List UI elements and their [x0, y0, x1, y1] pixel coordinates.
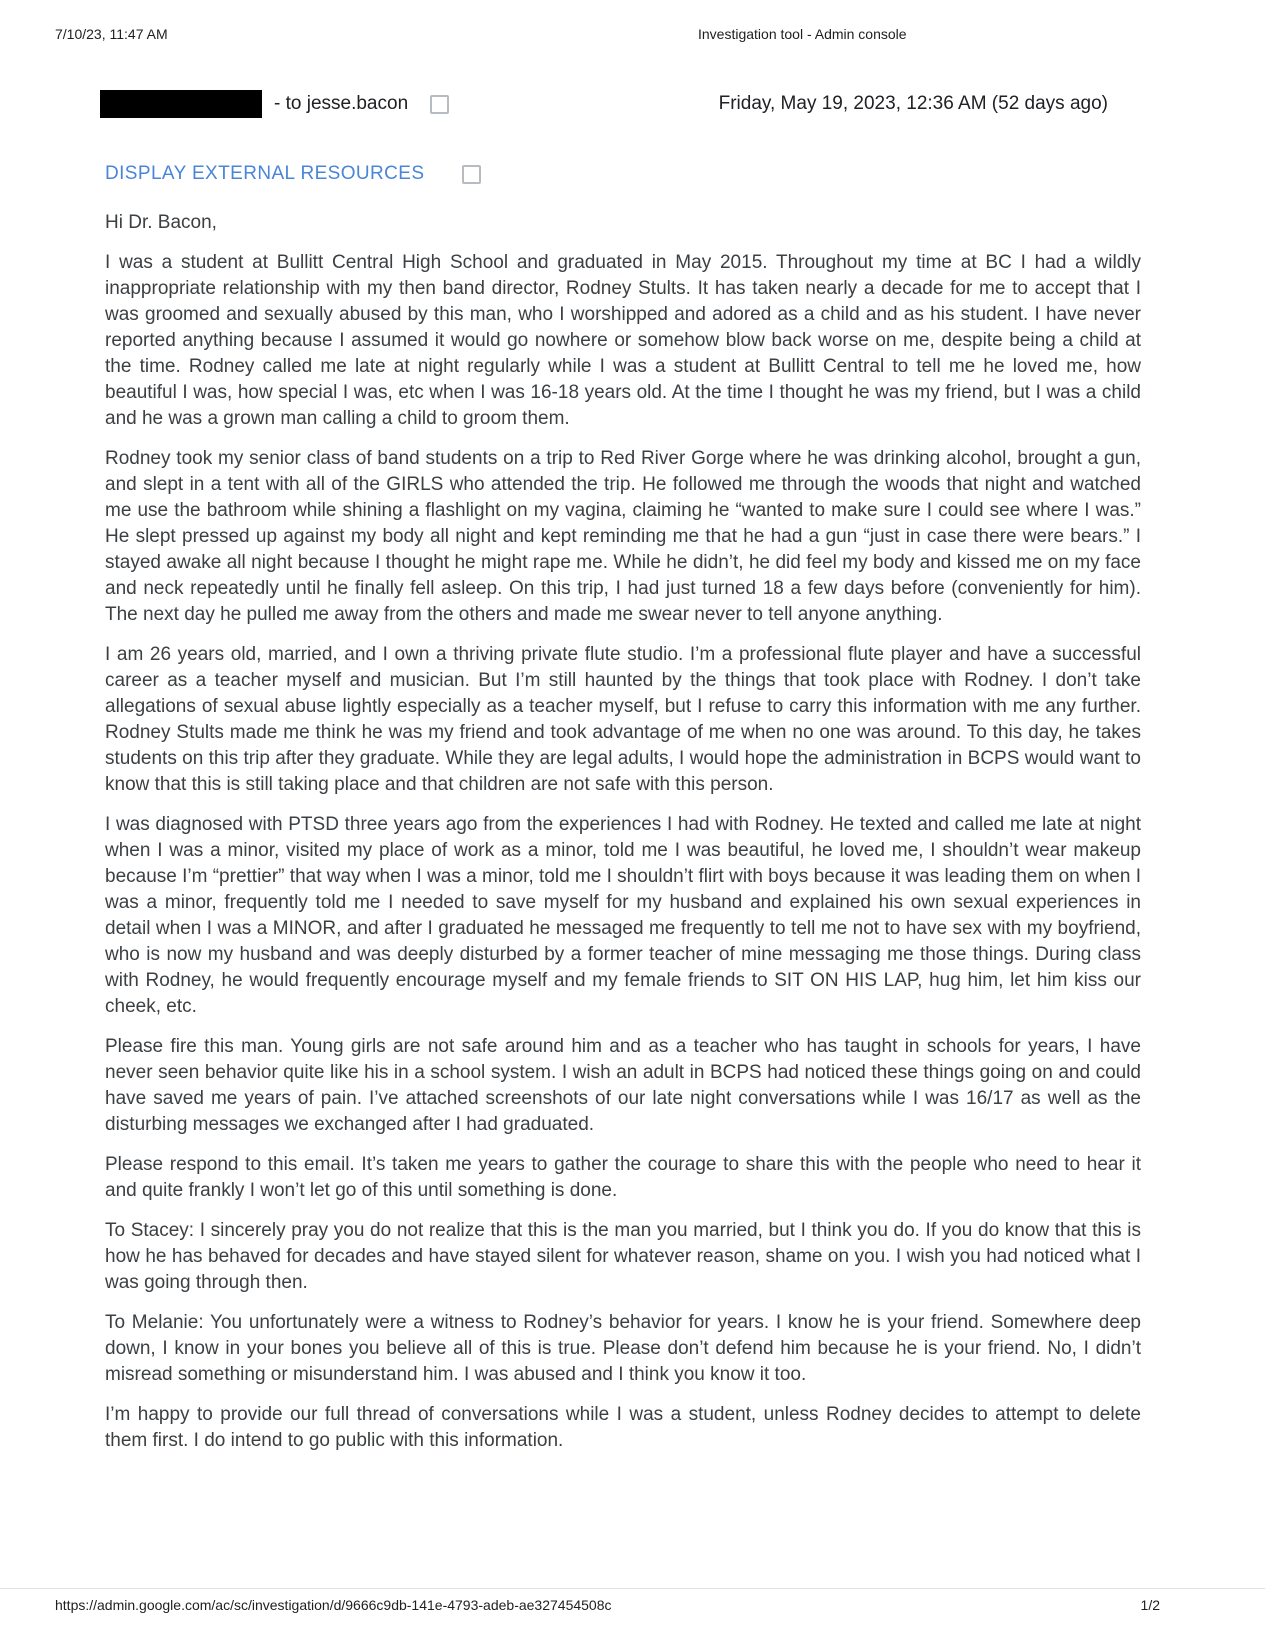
external-resources-checkbox[interactable]	[462, 165, 481, 184]
email-paragraph: I’m happy to provide our full thread of conversations while I was a student, unless Rodney decides to attempt to delete them first. I do intend to go public with this information.	[105, 1404, 1141, 1451]
email-paragraph: I was diagnosed with PTSD three years ago from the experiences I had with Rodney. He texted and called me late at night when I was a minor, visited my place of work as a minor, told me I was beautiful, he loved me, I shouldn’t wear makeup because I’m “prettier” that way when I was a minor, told me I shouldn’t flirt with boys because it was leading them on when I was a minor, frequently told me I needed to save myself for my husband and explained his own sexual experiences in detail when I was a MINOR, and after I graduated he messaged me frequently to tell me not to have sex with my boyfriend, who is now my husband and was deeply disturbed by a former teacher of mine messaging me those things. During class with Rodney, he would frequently encourage myself and my female friends to SIT ON HIS LAP, hug him, let him kiss our cheek, etc.	[105, 814, 1142, 1017]
email-select-checkbox[interactable]	[430, 95, 449, 114]
email-paragraph: To Melanie: You unfortunately were a witness to Rodney’s behavior for years. I know he is your friend. Somewhere deep down, I know in your bones you believe all of this is true. Please don’t defend him because he is your friend. No, I didn’t misread something or misunderstand him. I was abused and I think you know it too.	[105, 1312, 1141, 1385]
email-greeting: Hi Dr. Bacon,	[105, 212, 217, 233]
email-paragraphs	[105, 250, 1141, 1454]
email-paragraph: Please respond to this email. It’s taken me years to gather the courage to share this with the people who need to hear it and quite frankly I won’t let go of this until something is done.	[105, 1154, 1141, 1201]
email-paragraph: Please fire this man. Young girls are not safe around him and as a teacher who has taught in schools for years, I have never seen behavior quite like his in a school system. I wish an adult in BCPS had noticed these things going on and could have saved me years of pain. I’ve attached screenshots of our late night conversations while I was 16/17 as well as the disturbing messages we exchanged after I had graduated.	[105, 1036, 1141, 1135]
email-body	[105, 210, 1141, 1454]
recipient-text: - to jesse.bacon	[274, 93, 409, 114]
email-date: Friday, May 19, 2023, 12:36 AM (52 days ago)	[718, 93, 1108, 114]
print-footer	[0, 1588, 1265, 1613]
footer-url: https://admin.google.com/ac/sc/investigation/d/9666c9db-141e-4793-adeb-ae327454508c	[55, 1597, 612, 1613]
display-external-resources-button[interactable]: DISPLAY EXTERNAL RESOURCES	[105, 163, 425, 184]
email-paragraph: I was a student at Bullitt Central High School and graduated in May 2015. Throughout my time at BC I had a wildly inappropriate relationship with my then band director, Rodney Stults. It has taken nearly a decade for me to accept that I was groomed and sexually abused by this man, who I worshipped and adored as a child and as his student. I have never reported anything because I assumed it would go nowhere or somehow blow back worse on me, despite being a child at the time. Rodney called me late at night regularly while I was a student at Bullitt Central to tell me he loved me, how beautiful I was, how special I was, etc when I was 16-18 years old. At the time I thought he was my friend, but I was a child and he was a grown man calling a child to groom them.	[105, 252, 1141, 429]
email-paragraph: To Stacey: I sincerely pray you do not realize that this is the man you married, but I think you do. If you do know that this is how he has behaved for decades and have stayed silent for whatever reason, shame on you. I wish you had noticed what I was going through then.	[105, 1220, 1141, 1293]
email-header	[100, 90, 1108, 118]
print-header	[55, 26, 1210, 46]
email-sender-row	[100, 90, 449, 118]
external-resources-row	[105, 163, 481, 185]
redacted-sender-bar	[100, 90, 262, 118]
email-paragraph: I am 26 years old, married, and I own a thriving private flute studio. I’m a professional flute player and have a successful career as a teacher myself and musician. But I’m still haunted by the things that took place with Rodney. I don’t take allegations of sexual abuse lightly especially as a teacher myself, but I refuse to carry this information with me any further. Rodney Stults made me think he was my friend and took advantage of me when no one was around. To this day, he takes students on this trip after they graduate. While they are legal adults, I would hope the administration in BCPS would want to know that this is still taking place and that children are not safe with this person.	[105, 644, 1141, 795]
print-timestamp: 7/10/23, 11:47 AM	[55, 26, 168, 42]
email-paragraph: Rodney took my senior class of band students on a trip to Red River Gorge where he was drinking alcohol, brought a gun, and slept in a tent with all of the GIRLS who attended the trip. He followed me through the woods that night and watched me use the bathroom while shining a flashlight on my vagina, claiming he “wanted to make sure I could see where I was.” He slept pressed up against my body all night and kept reminding me that he had a gun “just in case there were bears.” I stayed awake all night because I thought he might rape me. While he didn’t, he did feel my body and kissed me on my face and neck repeatedly until he finally fell asleep. On this trip, I had just turned 18 a few days before (conveniently for him). The next day he pulled me away from the others and made me swear never to tell anyone anything.	[105, 448, 1141, 625]
page-indicator: 1/2	[1140, 1597, 1160, 1613]
print-title: Investigation tool - Admin console	[698, 26, 907, 42]
